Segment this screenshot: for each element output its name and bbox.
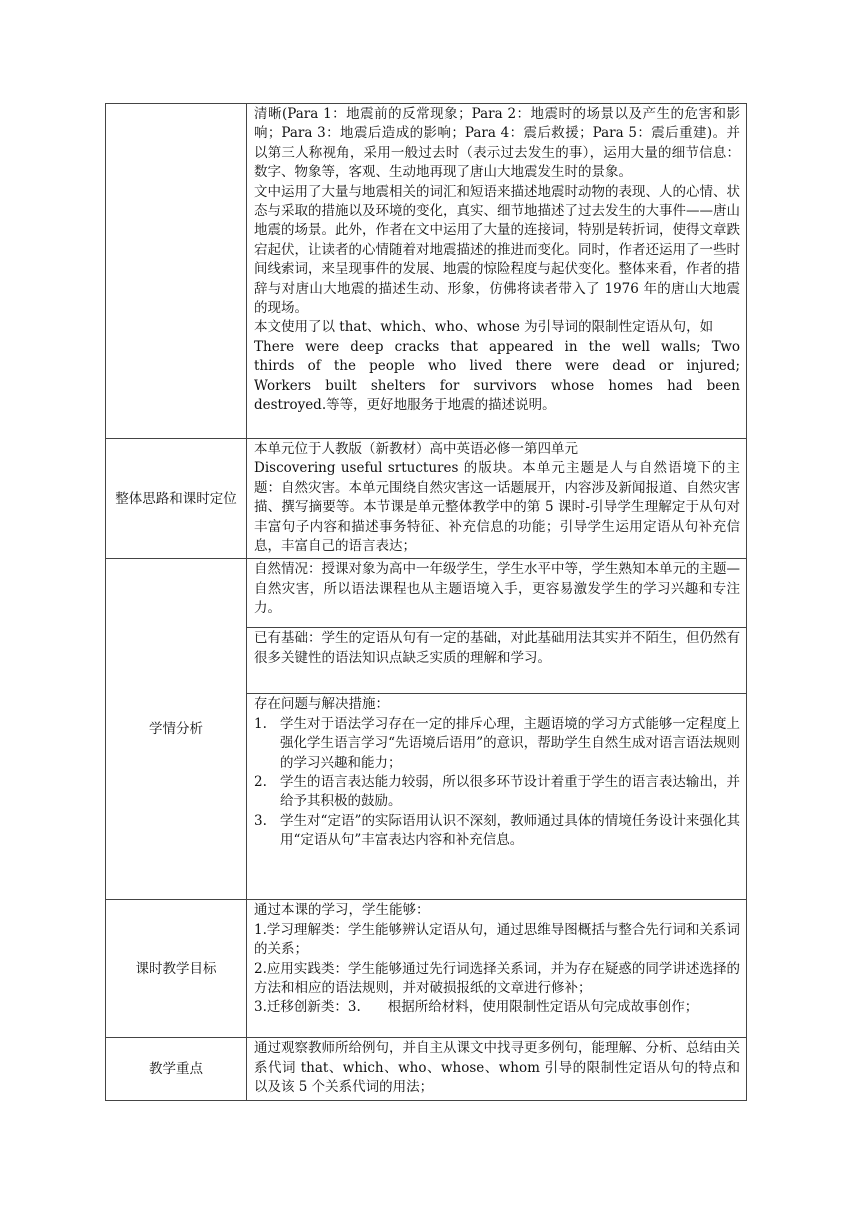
list-text: 学生的语言表达能力较弱，所以很多环节设计着重于学生的语言表达输出，并给予其积极的鼓励。: [280, 774, 740, 810]
clause-intro: 本文使用了以 that、which、who、whose 为引导词的限制性定语从句，如: [254, 319, 714, 336]
problems-and-measures: [247, 693, 746, 899]
list-item: [254, 715, 740, 773]
list-number: 1.: [254, 715, 267, 732]
problems-title: 存在问题与解决措施：: [254, 696, 389, 713]
overall-idea-label: 整体思路和课时定位: [106, 439, 247, 559]
unit-position-line: 本单元位于人教版（新教材）高中英语必修一第四单元: [254, 441, 578, 457]
existing-basis: [247, 627, 746, 693]
objectives-intro: 通过本课的学习，学生能够：: [254, 902, 430, 919]
objectives-label: 课时教学目标: [106, 900, 247, 1038]
list-item: [254, 812, 740, 851]
list-text: 学生对于语法学习存在一定的排斥心理，主题语境的学习方式能够一定程度上强化学生语言学习“先语境后语用”的意识，帮助学生自然生成对语言语法规则的学习兴趣和能力；: [280, 715, 740, 771]
objective-item: 3.迁移创新类：3. 根据所给材料，使用限制性定语从句完成故事创作；: [254, 999, 699, 1016]
list-number: 2.: [254, 774, 267, 791]
row-key-points: [106, 1038, 747, 1100]
overall-idea-cell: [247, 439, 747, 559]
row-student-analysis: [106, 559, 747, 900]
row-overall-idea: [106, 439, 747, 559]
unit-description: Discovering useful srtuctures 的版块。本单元主题是人与自然语境下的主题：自然灾害。本单元围绕自然灾害这一话题展开，内容涉及新闻报道、自然灾害描、撰写摘要等。本节课是单元整体教学中的第 5 课时-引导学生理解定于从句对丰富句子内容和描述事务特征、补充信息的功能；引导学生运用定语从句补充信息，丰富自己的语言表达；: [254, 460, 740, 555]
natural-situation: [247, 559, 746, 627]
objective-item: 1.学习理解类：学生能够辨认定语从句，通过思维导图概括与整合先行词和关系词的关系；: [254, 921, 740, 958]
objective-item: 2.应用实践类：学生能够通过先行词选择关系词，并为存在疑惑的同学讲述选择的方法和相应的语法规则，并对破损报纸的文章进行修补；: [254, 960, 740, 997]
list-text: 学生对“定语”的实际语用认识不深刻，教师通过具体的情境任务设计来强化其用“定语从句”丰富表达内容和补充信息。: [280, 812, 740, 849]
example-sentence-end: destroyed.等等，更好地服务于地震的描述说明。: [254, 397, 556, 414]
example-sentence-line: Workers built shelters for survivors whose homes had been: [254, 377, 740, 394]
key-points-label: 教学重点: [106, 1038, 247, 1100]
student-analysis-cell: [247, 559, 747, 900]
row-text-analysis: [106, 104, 747, 439]
example-sentence-line: There were deep cracks that appeared in the well walls; Two: [254, 338, 740, 355]
existing-basis-text: 已有基础：学生的定语从句有一定的基础，对此基础用法其实并不陌生，但仍然有很多关键性的语法知识点缺乏实质的理解和学习。: [254, 630, 740, 666]
key-points-cell: [247, 1038, 747, 1100]
example-sentence-line: thirds of the people who lived there were dead or injured;: [254, 358, 740, 375]
list-number: 3.: [254, 812, 267, 829]
text-analysis-cell: [247, 104, 747, 439]
lesson-plan-table: [105, 103, 747, 1101]
row-objectives: [106, 900, 747, 1038]
text-structure-paragraph: 清晰(Para 1：地震前的反常现象；Para 2：地震时的场景以及产生的危害和影响；Para 3：地震后造成的影响；Para 4：震后救援；Para 5：震后重建)。并以第三人称视角，采用一般过去时（表示过去发生的事），运用大量的细节信息：数字、物象等，客观、生动地再现了唐山大地震发生时的景象。: [254, 106, 740, 181]
row-label-empty: [106, 104, 247, 439]
natural-situation-text: 自然情况：授课对象为高中一年级学生，学生水平中等，学生熟知本单元的主题—自然灾害，所以语法课程也从主题语境入手，更容易激发学生的学习兴趣和专注力。: [254, 561, 740, 617]
key-points-text: 通过观察教师所给例句，并自主从课文中找寻更多例句，能理解、分析、总结由关系代词 that、which、who、whose、whom 引导的限制性定语从句的特点和以及该 5 个关系代词的用法；: [254, 1040, 740, 1096]
list-item: [254, 773, 740, 812]
vocabulary-paragraph: 文中运用了大量与地震相关的词汇和短语来描述地震时动物的表现、人的心情、状态与采取的措施以及环境的变化，真实、细节地描述了过去发生的大事件——唐山地震的场景。此外，作者在文中运用了大量的连接词，特别是转折词，使得文章跌宕起伏，让读者的心情随着对地震描述的推进而变化。同时，作者还运用了一些时间线索词，来呈现事件的发展、地震的惊险程度与起伏变化。整体来看，作者的措辞与对唐山大地震的描述生动、形象，仿佛将读者带入了 1976 年的唐山大地震的现场。: [254, 183, 740, 317]
problems-list: [254, 715, 740, 851]
student-analysis-label: 学情分析: [106, 559, 247, 900]
objectives-cell: [247, 900, 747, 1038]
